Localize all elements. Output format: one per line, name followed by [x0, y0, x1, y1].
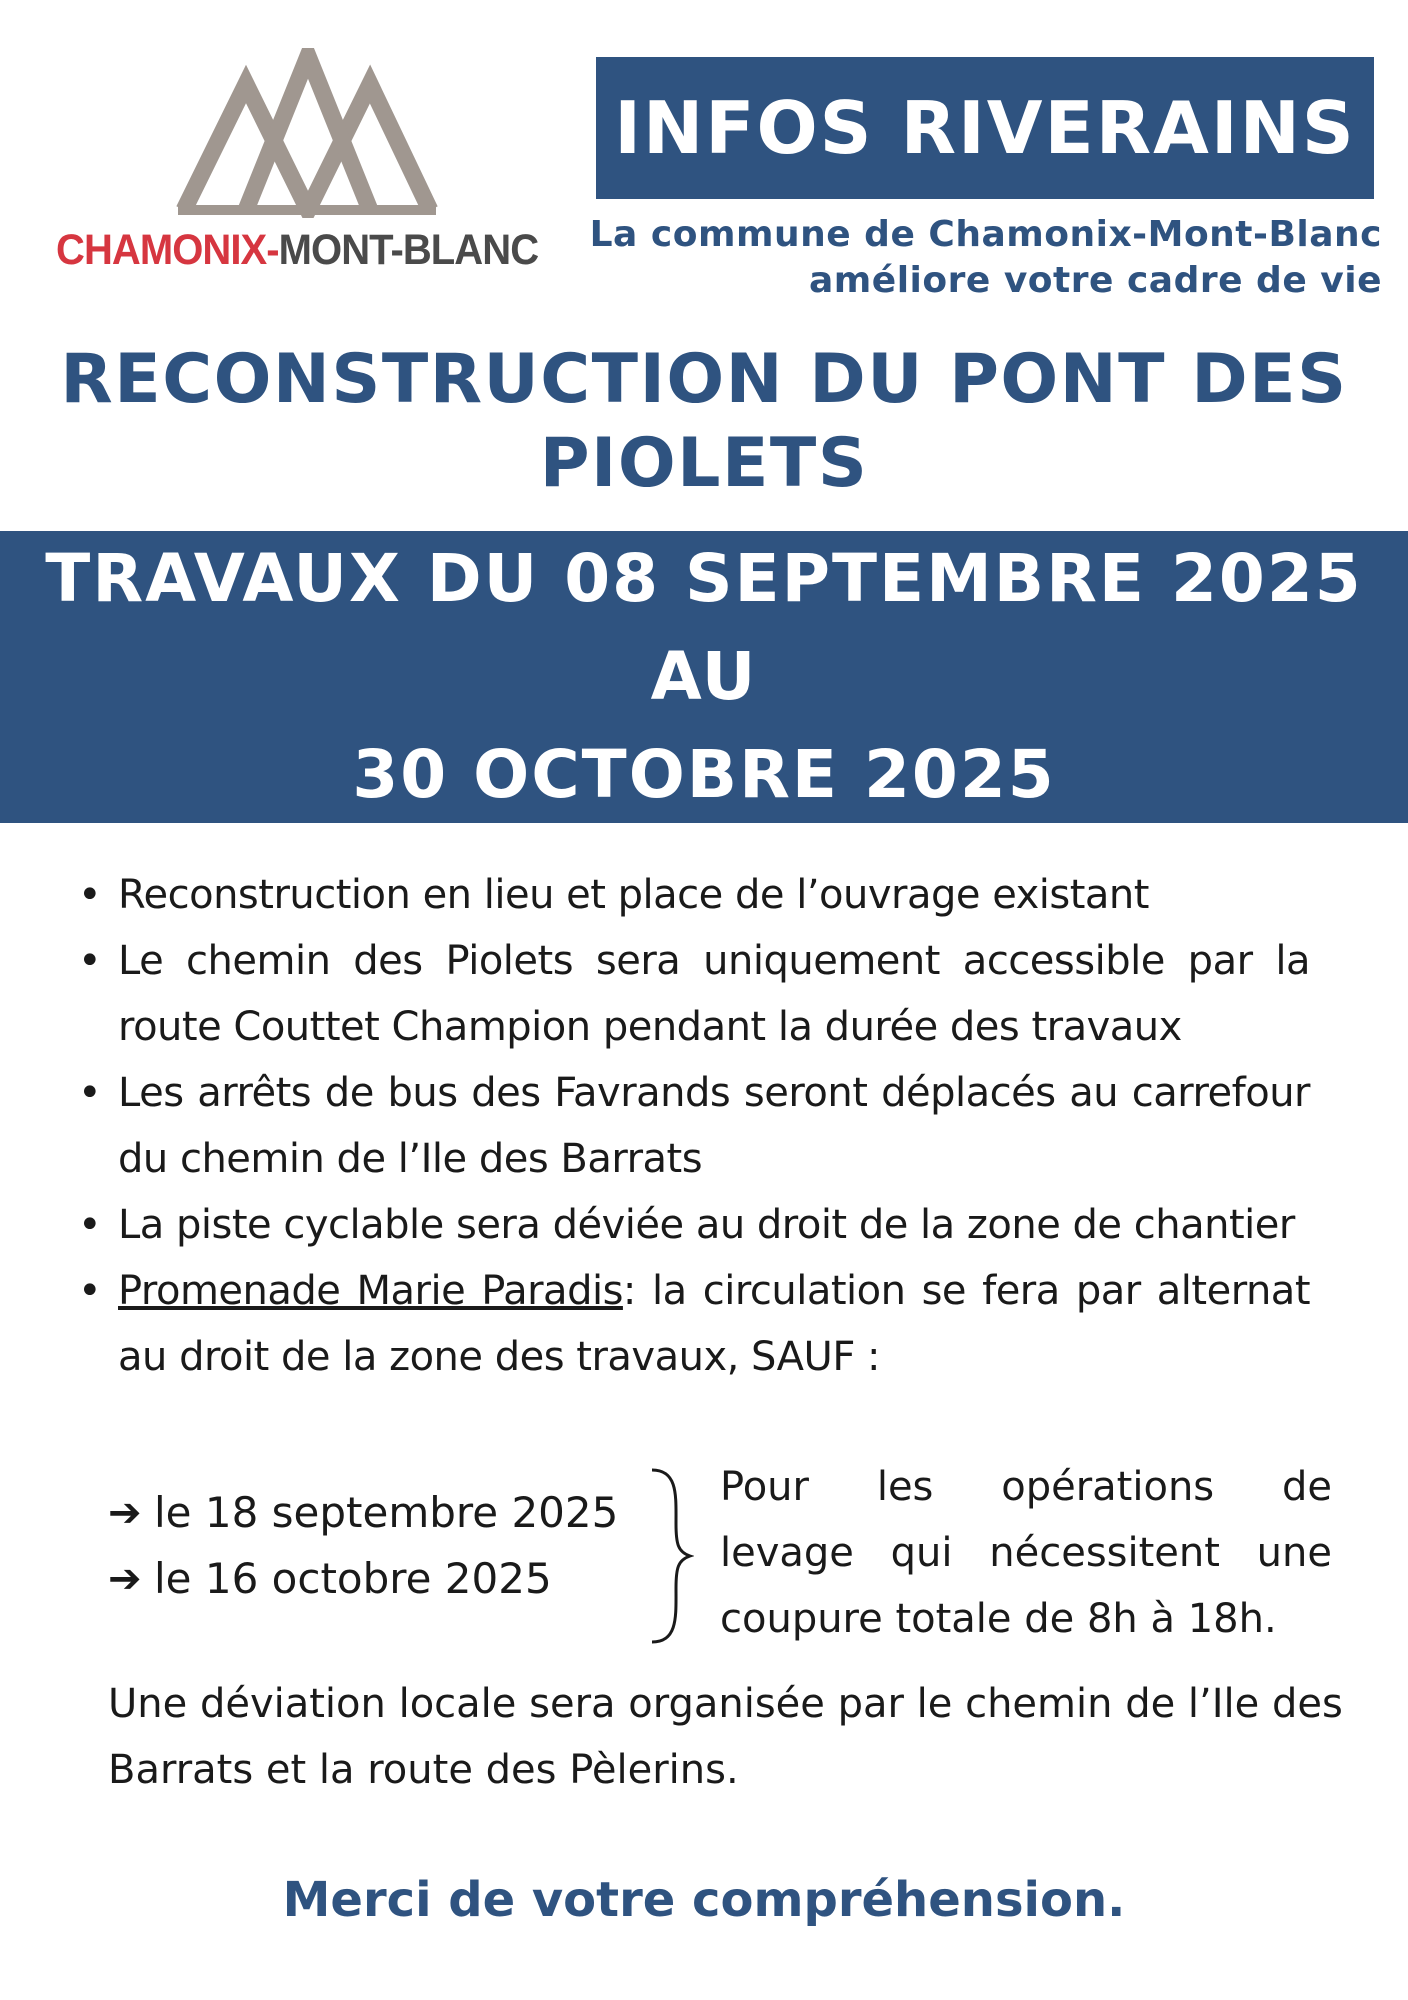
logo-text-mont-blanc: MONT-BLANC: [278, 226, 539, 274]
exception-date-2: le 16 octobre 2025: [154, 1554, 552, 1603]
exception-date-row: [108, 1480, 618, 1546]
mountains-logo-icon: [172, 48, 442, 218]
title-line-2: PIOLETS: [539, 424, 869, 503]
exception-date-1: le 18 septembre 2025: [154, 1488, 619, 1537]
promenade-name: Promenade Marie Paradis: [118, 1268, 623, 1314]
exception-date-row: [108, 1546, 618, 1612]
arrow-right-icon: ➔: [108, 1556, 142, 1602]
page-title: [60, 338, 1348, 506]
list-item: • Les arrêts de bus des Favrands seront déplacés au carrefour du chemin de l’Ile des Barrats: [78, 1060, 1310, 1192]
dates-line-1: TRAVAUX DU 08 SEPTEMBRE 2025 AU: [45, 540, 1363, 715]
tagline: [590, 212, 1382, 304]
logo-text-chamonix: CHAMONIX-: [56, 226, 279, 274]
dates-line-2: 30 OCTOBRE 2025: [352, 736, 1056, 813]
title-line-1: RECONSTRUCTION DU PONT DES: [60, 340, 1348, 419]
tagline-line-1: La commune de Chamonix-Mont-Blanc: [589, 214, 1382, 255]
exception-note-line-2: levage qui nécessitent une: [720, 1530, 1332, 1576]
works-info-list: [78, 862, 1310, 1390]
tagline-line-2: améliore votre cadre de vie: [809, 260, 1382, 301]
deviation-notice: Une déviation locale sera organisée par le chemin de l’Ile des Barrats et la route des Pèlerins.: [108, 1681, 1343, 1793]
exception-note-line-3: coupure totale de 8h à 18h.: [720, 1596, 1277, 1642]
right-brace-icon: [648, 1466, 694, 1646]
exception-dates: [108, 1480, 618, 1612]
exception-note-line-1: Pour les opérations de: [720, 1464, 1332, 1510]
list-item: • Le chemin des Piolets sera uniquement accessible par la route Couttet Champion pendant la durée des travaux: [78, 928, 1310, 1060]
promenade-text: : la circulation se fera par alternat au droit de la zone des travaux, SAUF :: [118, 1268, 1310, 1380]
chamonix-logo: [50, 48, 570, 278]
exception-note: [720, 1454, 1332, 1652]
thank-you-message: Merci de votre compréhension.: [282, 1872, 1126, 1928]
infos-riverains-banner: [596, 57, 1374, 199]
list-item: [78, 1258, 1310, 1390]
arrow-right-icon: ➔: [108, 1490, 142, 1536]
banner-title: INFOS RIVERAINS: [614, 86, 1356, 170]
works-dates-band: [0, 531, 1408, 823]
list-item: • Reconstruction en lieu et place de l’ouvrage existant: [78, 862, 1310, 928]
logo-wordmark: [56, 226, 538, 275]
list-item: • La piste cyclable sera déviée au droit de la zone de chantier: [78, 1192, 1310, 1258]
